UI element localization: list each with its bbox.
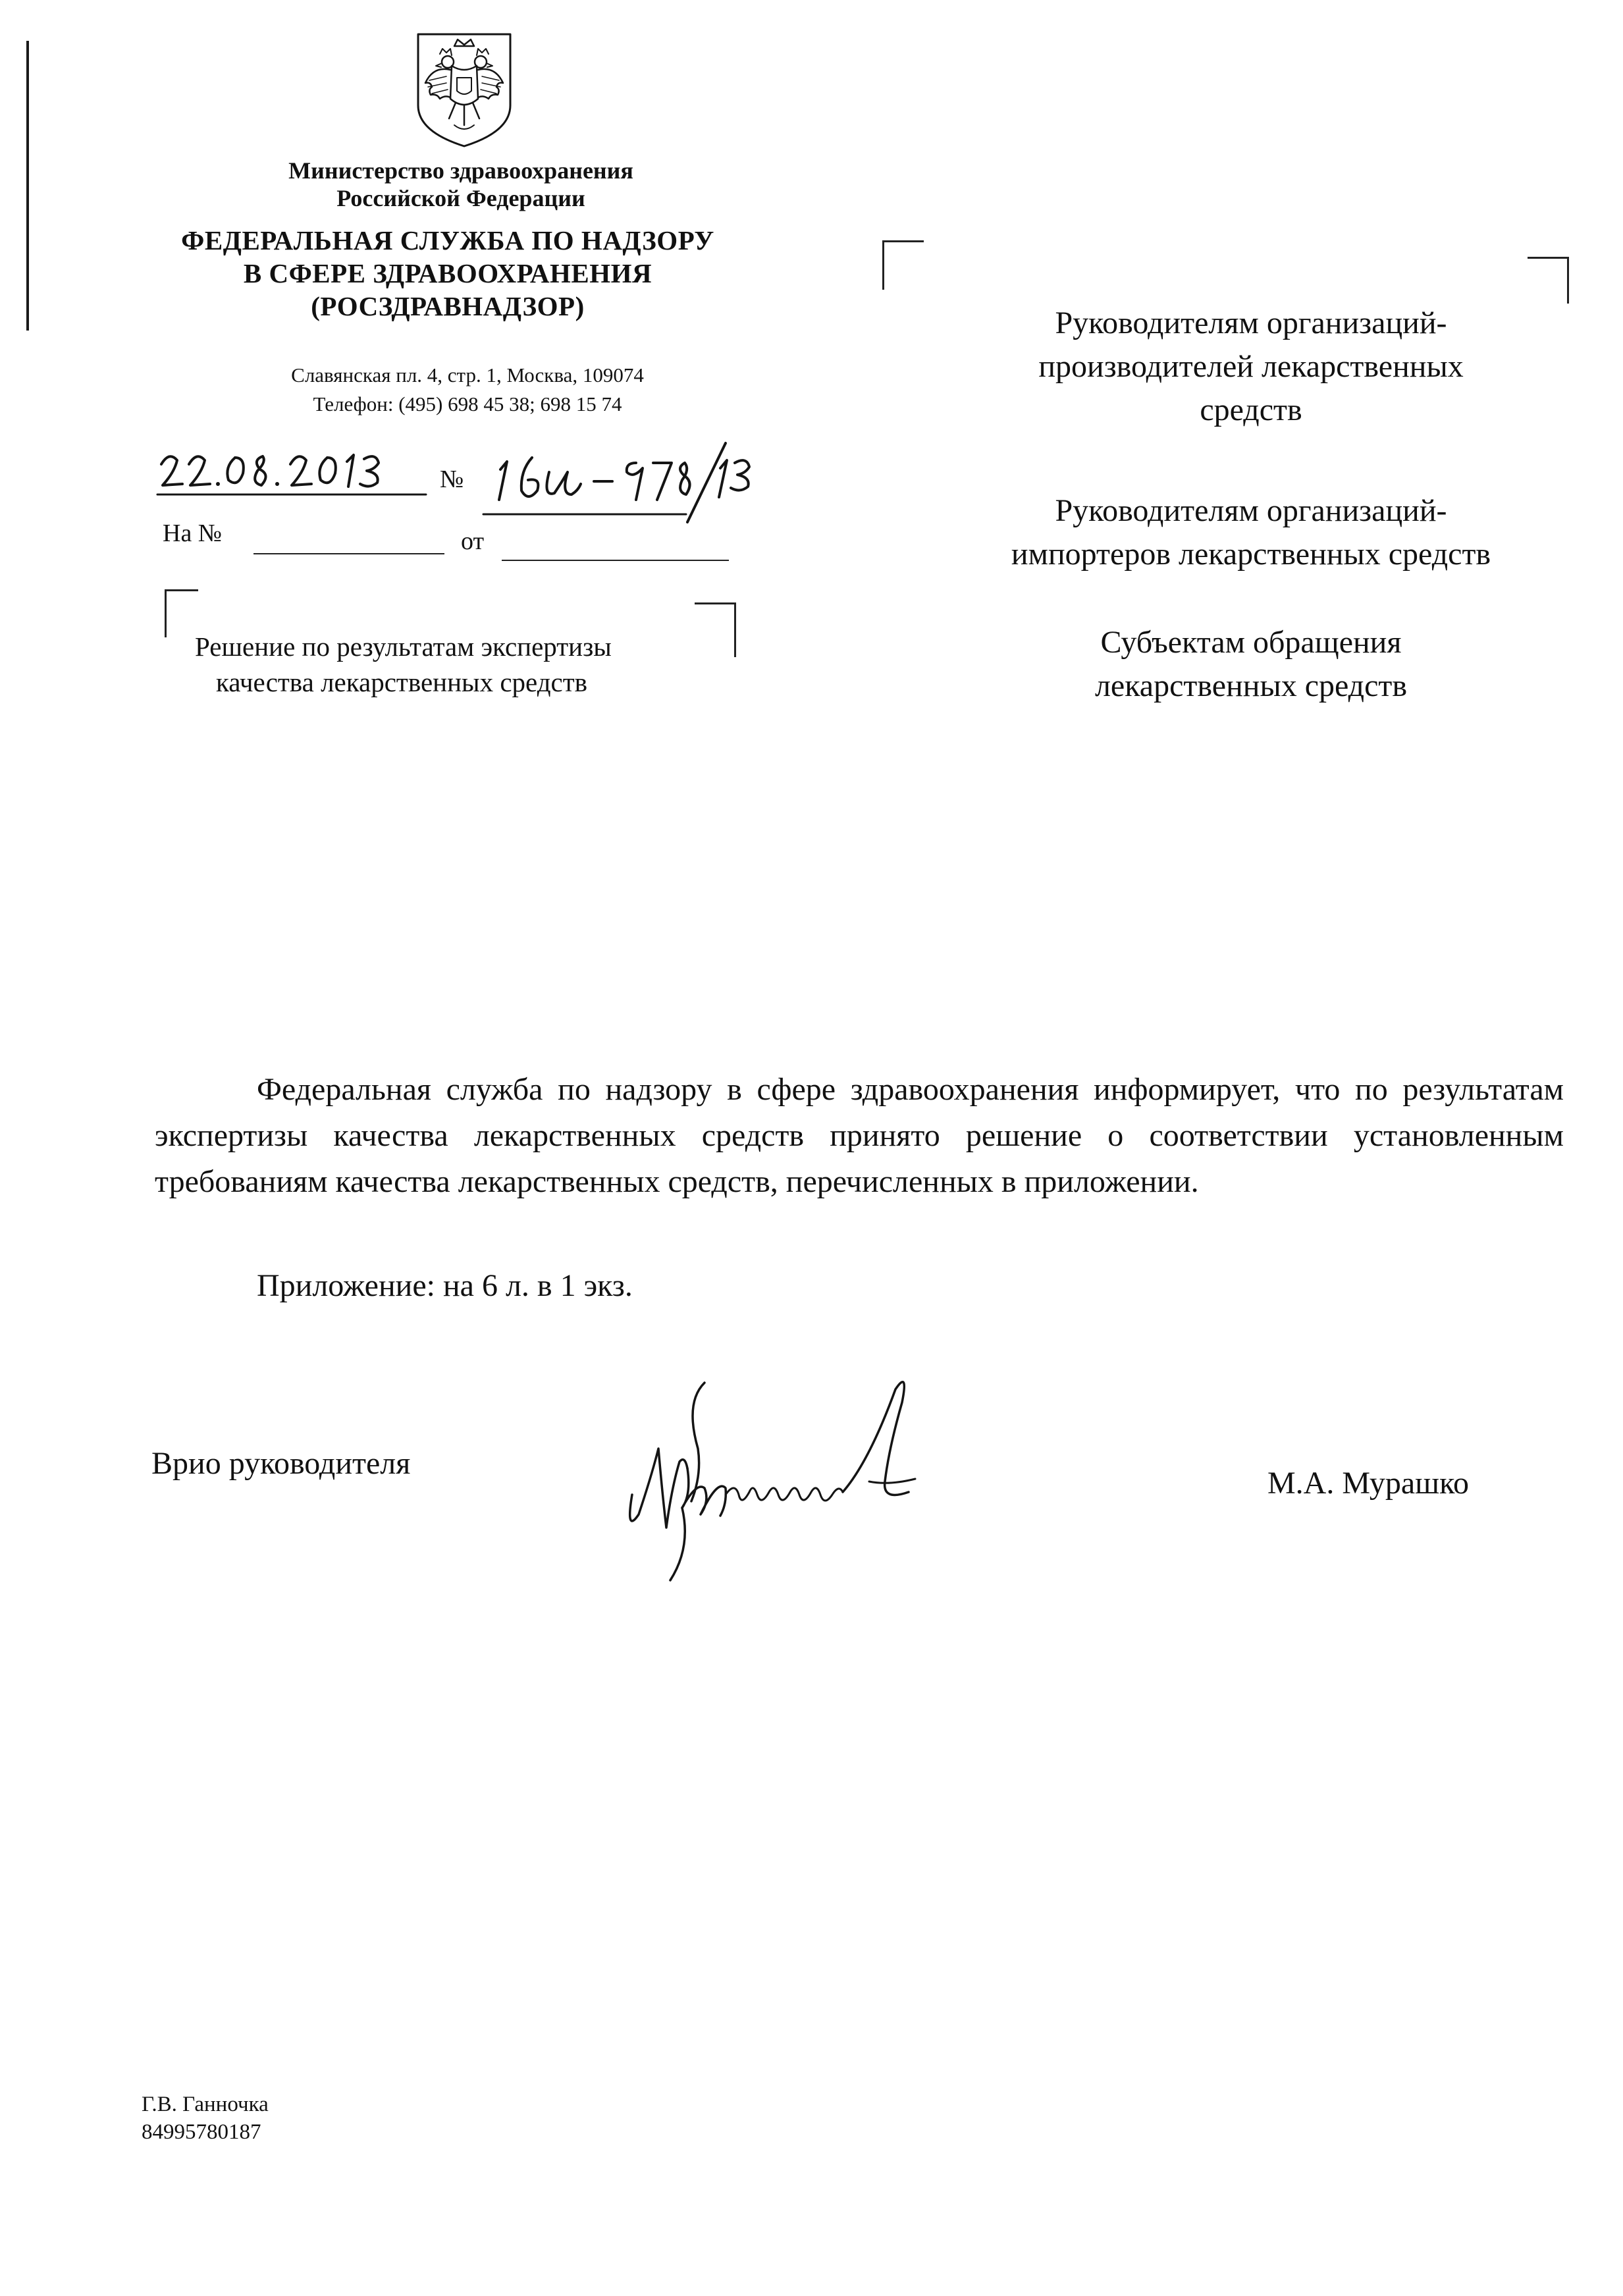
addressee-line: Руководителям организаций- <box>1055 493 1447 528</box>
ministry-line-2: Российской Федерации <box>336 185 585 211</box>
letter-subject <box>195 629 761 700</box>
executor-phone: 84995780187 <box>142 2120 261 2144</box>
addressee-line: Руководителям организаций- <box>1055 306 1447 340</box>
scan-edge-mark <box>26 41 29 331</box>
service-line-1: ФЕДЕРАЛЬНАЯ СЛУЖБА ПО НАДЗОРУ <box>181 225 714 255</box>
reply-number-blank <box>253 553 444 554</box>
reply-date-blank <box>502 560 729 561</box>
handwritten-signature <box>619 1363 974 1593</box>
signatory-title: Врио руководителя <box>151 1446 411 1481</box>
service-line-2: В СФЕРЕ ЗДРАВООХРАНЕНИЯ <box>243 258 652 288</box>
executor-name: Г.В. Ганночка <box>142 2093 269 2116</box>
service-address <box>198 361 737 419</box>
appendix-note: Приложение: на 6 л. в 1 экз. <box>257 1268 633 1303</box>
addressee-bracket-left <box>882 240 924 290</box>
handwritten-outgoing-number <box>481 431 823 523</box>
double-headed-eagle-emblem-icon <box>408 26 520 151</box>
body-paragraph: Федеральная служба по надзору в сфере здравоохранения информирует, что по результатам экспертизы качества лекарственных средств принято решение о соответствии установленным требованиям качества лекарственных средств, перечисленных в приложении. <box>155 1072 1564 1199</box>
addressee-circulation-subjects <box>948 621 1554 708</box>
reply-number-label: На № <box>163 520 223 547</box>
subject-bracket-left <box>165 589 198 637</box>
service-line-3: (РОСЗДРАВНАДЗОР) <box>311 291 585 321</box>
service-heading <box>119 224 777 323</box>
addressee-line: средств <box>1200 392 1302 427</box>
addressee-line: лекарственных средств <box>1094 668 1408 703</box>
phone-numbers: Телефон: (495) 698 45 38; 698 15 74 <box>313 392 622 415</box>
executor-info <box>142 2091 269 2146</box>
subject-line-2: качества лекарственных средств <box>216 667 588 697</box>
addressee-line: Субъектам обращения <box>1100 625 1402 660</box>
ministry-line-1: Министерство здравоохранения <box>288 157 633 184</box>
ministry-heading <box>198 157 724 212</box>
addressee-line: импортеров лекарственных средств <box>1011 537 1491 572</box>
subject-line-1: Решение по результатам экспертизы <box>195 631 612 662</box>
number-sign: № <box>440 466 464 493</box>
postal-address: Славянская пл. 4, стр. 1, Москва, 109074 <box>291 363 644 387</box>
addressee-producers <box>948 302 1554 432</box>
reply-date-label: от <box>461 527 485 555</box>
addressee-line: производителей лекарственных <box>1038 349 1464 384</box>
letter-body <box>155 1067 1564 1205</box>
addressee-bracket-right <box>1528 257 1569 304</box>
signatory-name: М.А. Мурашко <box>1267 1466 1469 1501</box>
handwritten-date <box>155 438 431 504</box>
addressee-importers <box>948 489 1554 576</box>
